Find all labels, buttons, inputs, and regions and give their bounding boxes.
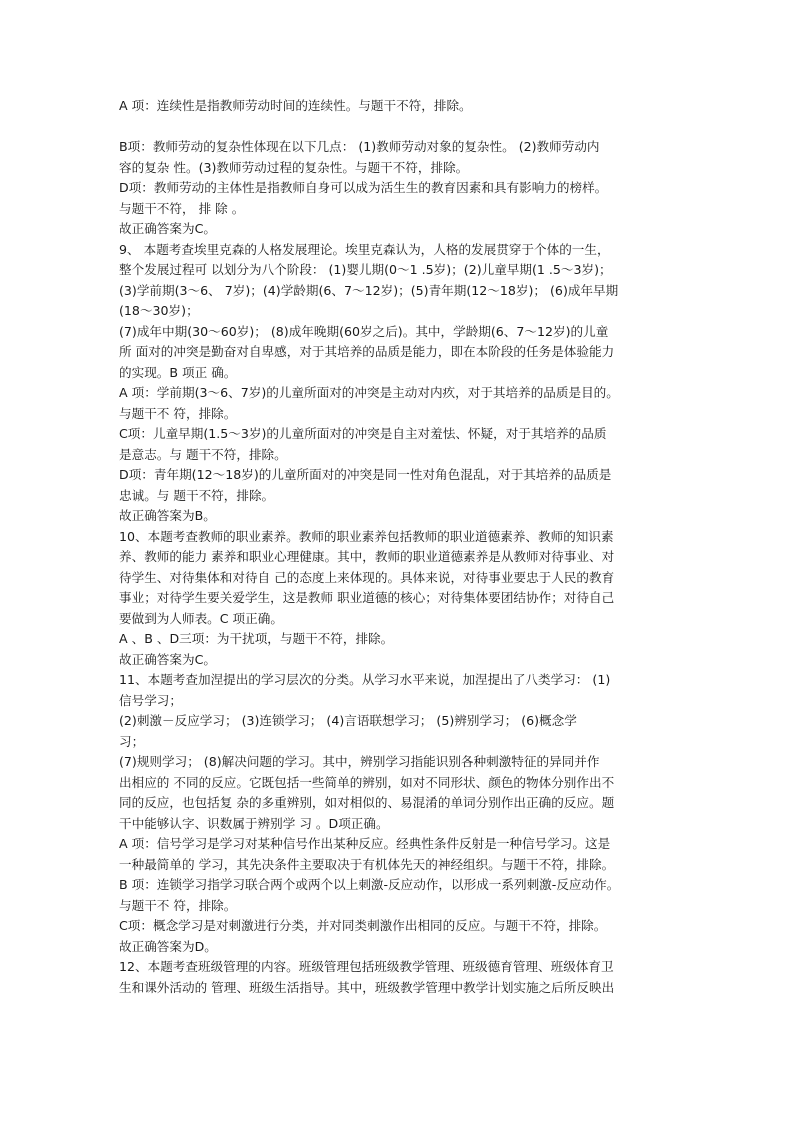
text-line: A 项：学前期(3～6、7岁)的儿童所面对的冲突是主动对内疚，对于其培养的品质是目的。 xyxy=(119,385,619,400)
text-line: 养、教师的能力 素养和职业心理健康。其中，教师的职业道德素养是从教师对待事业、对 xyxy=(119,549,615,564)
text-line: B项：教师劳动的复杂性体现在以下几点： (1)教师劳动对象的复杂性。 (2)教师劳动内 xyxy=(119,139,600,154)
text-line: 出相应的 不同的反应。它既包括一些简单的辨别，如对不同形状、颜色的物体分别作出不 xyxy=(119,774,615,790)
text-line: 10、本题考查教师的职业素养。教师的职业素养包括教师的职业道德素养、教师的知识素 xyxy=(119,528,614,544)
text-line: 待学生、对待集体和对待自 己的态度上来体现的。具体来说，对待事业要忠于人民的教育 xyxy=(119,569,615,585)
text-line: 故正确答案为C。 xyxy=(119,221,216,236)
text-line: 整个发展过程可 以划分为八个阶段： (1)婴儿期(0～1 .5岁)；(2)儿童早期(1 .5～3岁)； xyxy=(119,262,612,277)
text-line: (3)学前期(3～6、 7岁)；(4)学龄期(6、7～12岁)；(5)青年期(12～18岁)； (6)成年早期 xyxy=(119,282,619,298)
text-line: C项：概念学习是对刺激进行分类，并对同类刺激作出相同的反应。与题干不符，排除。 xyxy=(119,918,607,933)
text-line: A 、B 、D三项：为干扰项，与题干不符，排除。 xyxy=(119,631,394,646)
text-line: (18～30岁)； xyxy=(119,303,199,318)
text-line: 同的反应，也包括复 杂的多重辨别，如对相似的、易混淆的单词分别作出正确的反应。题 xyxy=(119,795,615,810)
text-line: 干中能够认字、识数属于辨别学 习 。D项正确。 xyxy=(119,815,389,831)
text-line: (2)刺激－反应学习； (3)连锁学习； (4)言语联想学习； (5)辨别学习； (6)概念学 xyxy=(119,713,577,728)
text-line: 要做到为人师表。C 项正确。 xyxy=(119,610,283,626)
text-line: 是意志。与 题干不符，排除。 xyxy=(119,446,287,462)
text-line: 容的复杂 性。(3)教师劳动过程的复杂性。与题干不符，排除。 xyxy=(119,159,469,175)
text-line: D项：青年期(12～18岁)的儿童所面对的冲突是同一性对角色混乱，对于其培养的品质是 xyxy=(119,467,612,482)
text-line: 与题干不 符，排除。 xyxy=(119,897,237,913)
text-line: A 项：连续性是指教师劳动时间的连续性。与题干不符，排除。 xyxy=(119,98,472,113)
text-line: 生和课外活动的 管理、班级生活指导。其中，班级教学管理中教学计划实施之后所反映出 xyxy=(119,979,615,995)
text-line: 的实现。B 项正 确。 xyxy=(119,364,237,380)
text-line: 12、本题考查班级管理的内容。班级管理包括班级教学管理、班级德育管理、班级体育卫 xyxy=(119,959,614,974)
text-line: 忠诚。与 题干不符，排除。 xyxy=(119,487,275,503)
text-line: C项：儿童早期(1.5～3岁)的儿童所面对的冲突是自主对羞怯、怀疑，对于其培养的品质 xyxy=(119,426,607,441)
text-line: 故正确答案为D。 xyxy=(119,938,217,954)
text-line: 与题干不符， 排 除 。 xyxy=(119,200,245,216)
document-page xyxy=(119,96,685,998)
blank-line xyxy=(119,117,685,138)
text-line: (7)规则学习； (8)解决问题的学习。其中，辨别学习指能识别各种刺激特征的异同并作 xyxy=(119,754,600,769)
text-line: 11、本题考查加涅提出的学习层次的分类。从学习水平来说，加涅提出了八类学习： (1) xyxy=(119,672,611,687)
text-line: B 项：连锁学习指学习联合两个或两个以上刺激-反应动作，以形成一系列刺激-反应动作。 xyxy=(119,877,620,892)
text-line: 与题干不 符，排除。 xyxy=(119,405,237,421)
text-line: 9、 本题考查埃里克森的人格发展理论。埃里克森认为，人格的发展贯穿于个体的一生， xyxy=(119,241,610,257)
text-line: 故正确答案为C。 xyxy=(119,651,216,667)
text-line: 所 面对的冲突是勤奋对自卑感，对于其培养的品质是能力，即在本阶段的任务是体验能力 xyxy=(119,344,615,359)
text-line: D项：教师劳动的主体性是指教师自身可以成为活生生的教育因素和具有影响力的榜样。 xyxy=(119,180,608,195)
text-line: (7)成年中期(30～60岁)； (8)成年晚期(60岁之后)。其中，学龄期(6、7～12岁)的儿童 xyxy=(119,323,609,339)
text-line: 习； xyxy=(119,733,145,749)
text-line: 信号学习； xyxy=(119,692,182,708)
text-line: 故正确答案为B。 xyxy=(119,508,216,523)
text-line: 事业；对待学生要关爱学生，这是教师 职业道德的核心；对待集体要团结协作；对待自己 xyxy=(119,590,615,605)
text-line: 一种最简单的 学习，其先决条件主要取决于有机体先天的神经组织。与题干不符，排除。 xyxy=(119,856,615,872)
text-line: A 项：信号学习是学习对某种信号作出某种反应。经典性条件反射是一种信号学习。这是 xyxy=(119,836,611,851)
